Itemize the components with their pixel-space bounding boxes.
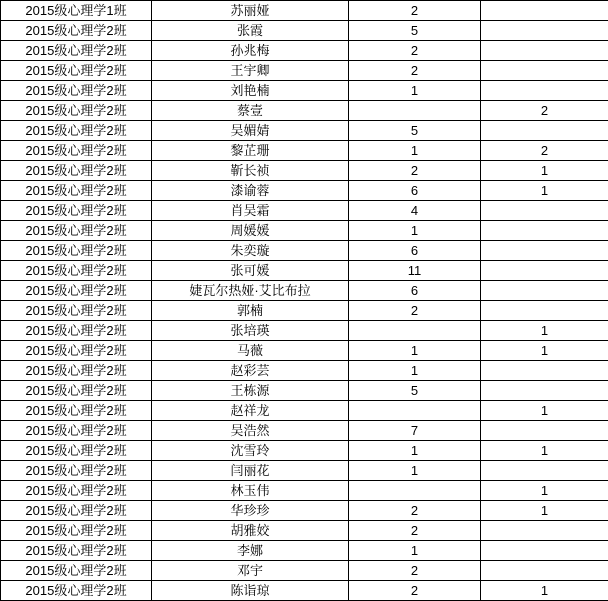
cell-name: 苏丽娅 (152, 1, 349, 21)
cell-class: 2015级心理学2班 (1, 241, 152, 261)
cell-count-b (481, 221, 608, 241)
table-row (1, 401, 608, 421)
cell-count-a: 5 (349, 21, 481, 41)
cell-count-b (481, 381, 608, 401)
table-row (1, 421, 608, 441)
cell-class: 2015级心理学2班 (1, 61, 152, 81)
cell-class: 2015级心理学2班 (1, 421, 152, 441)
cell-count-b (481, 1, 608, 21)
cell-count-a: 1 (349, 541, 481, 561)
cell-count-a: 5 (349, 381, 481, 401)
cell-count-a: 6 (349, 281, 481, 301)
cell-count-a: 2 (349, 501, 481, 521)
table-row (1, 361, 608, 381)
table-row (1, 241, 608, 261)
cell-count-a: 5 (349, 121, 481, 141)
table-row (1, 61, 608, 81)
cell-count-b (481, 361, 608, 381)
table-row (1, 561, 608, 581)
cell-class: 2015级心理学2班 (1, 281, 152, 301)
table-row (1, 261, 608, 281)
cell-name: 邓宇 (152, 561, 349, 581)
cell-name: 朱奕璇 (152, 241, 349, 261)
cell-name: 吴浩然 (152, 421, 349, 441)
cell-name: 胡雅姣 (152, 521, 349, 541)
cell-count-b (481, 61, 608, 81)
table-row (1, 541, 608, 561)
cell-class: 2015级心理学2班 (1, 121, 152, 141)
cell-name: 漆谕蓉 (152, 181, 349, 201)
cell-count-a: 11 (349, 261, 481, 281)
cell-class: 2015级心理学2班 (1, 581, 152, 601)
cell-class: 2015级心理学2班 (1, 441, 152, 461)
cell-count-a: 4 (349, 201, 481, 221)
cell-class: 2015级心理学2班 (1, 481, 152, 501)
table-row (1, 581, 608, 601)
cell-name: 婕瓦尔热娅·艾比布拉 (152, 281, 349, 301)
cell-count-a: 6 (349, 181, 481, 201)
cell-count-b (481, 461, 608, 481)
table-row (1, 501, 608, 521)
cell-count-b (481, 541, 608, 561)
cell-count-b: 2 (481, 101, 608, 121)
cell-count-b: 1 (481, 341, 608, 361)
cell-count-b (481, 521, 608, 541)
table-row (1, 441, 608, 461)
cell-class: 2015级心理学2班 (1, 261, 152, 281)
table-row (1, 81, 608, 101)
cell-count-b: 1 (481, 441, 608, 461)
table-body (1, 1, 608, 601)
cell-count-b (481, 21, 608, 41)
cell-count-a: 1 (349, 441, 481, 461)
cell-count-b: 1 (481, 481, 608, 501)
table-row (1, 181, 608, 201)
cell-class: 2015级心理学2班 (1, 501, 152, 521)
cell-count-a: 1 (349, 221, 481, 241)
cell-count-a: 2 (349, 41, 481, 61)
cell-count-b (481, 201, 608, 221)
cell-count-a: 1 (349, 461, 481, 481)
cell-count-b: 1 (481, 321, 608, 341)
cell-class: 2015级心理学2班 (1, 141, 152, 161)
table-row (1, 41, 608, 61)
cell-count-b: 1 (481, 581, 608, 601)
table-row (1, 281, 608, 301)
cell-count-b (481, 301, 608, 321)
cell-count-b: 1 (481, 501, 608, 521)
table-row (1, 321, 608, 341)
cell-class: 2015级心理学1班 (1, 1, 152, 21)
cell-name: 张霞 (152, 21, 349, 41)
cell-name: 赵彩芸 (152, 361, 349, 381)
table-row (1, 141, 608, 161)
cell-count-a: 2 (349, 561, 481, 581)
cell-name: 王栋源 (152, 381, 349, 401)
cell-count-a: 2 (349, 161, 481, 181)
cell-class: 2015级心理学2班 (1, 361, 152, 381)
cell-class: 2015级心理学2班 (1, 541, 152, 561)
cell-count-a (349, 481, 481, 501)
cell-count-b: 1 (481, 181, 608, 201)
cell-count-a: 2 (349, 1, 481, 21)
cell-count-b (481, 561, 608, 581)
table-row (1, 121, 608, 141)
cell-name: 张可媛 (152, 261, 349, 281)
cell-class: 2015级心理学2班 (1, 321, 152, 341)
cell-class: 2015级心理学2班 (1, 521, 152, 541)
cell-count-a (349, 401, 481, 421)
cell-class: 2015级心理学2班 (1, 301, 152, 321)
cell-count-b (481, 121, 608, 141)
cell-class: 2015级心理学2班 (1, 21, 152, 41)
cell-count-b: 2 (481, 141, 608, 161)
cell-name: 王宇卿 (152, 61, 349, 81)
cell-name: 周媛媛 (152, 221, 349, 241)
cell-count-b (481, 261, 608, 281)
table-row (1, 341, 608, 361)
cell-class: 2015级心理学2班 (1, 381, 152, 401)
cell-count-b (481, 81, 608, 101)
cell-name: 陈诣琼 (152, 581, 349, 601)
cell-name: 黎芷珊 (152, 141, 349, 161)
table-row (1, 201, 608, 221)
cell-class: 2015级心理学2班 (1, 101, 152, 121)
cell-count-b (481, 421, 608, 441)
cell-count-a: 2 (349, 581, 481, 601)
cell-name: 蔡壹 (152, 101, 349, 121)
cell-name: 靳长祯 (152, 161, 349, 181)
cell-class: 2015级心理学2班 (1, 341, 152, 361)
cell-name: 张培瑛 (152, 321, 349, 341)
cell-name: 华珍珍 (152, 501, 349, 521)
cell-class: 2015级心理学2班 (1, 161, 152, 181)
cell-name: 吴媚婧 (152, 121, 349, 141)
cell-count-a (349, 101, 481, 121)
cell-name: 李娜 (152, 541, 349, 561)
cell-name: 闫丽花 (152, 461, 349, 481)
cell-name: 肖吴霜 (152, 201, 349, 221)
cell-class: 2015级心理学2班 (1, 41, 152, 61)
table-row (1, 221, 608, 241)
cell-name: 刘艳楠 (152, 81, 349, 101)
cell-name: 沈雪玲 (152, 441, 349, 461)
cell-class: 2015级心理学2班 (1, 461, 152, 481)
cell-class: 2015级心理学2班 (1, 181, 152, 201)
table-row (1, 1, 608, 21)
cell-count-a: 1 (349, 341, 481, 361)
cell-count-b (481, 41, 608, 61)
cell-count-b (481, 241, 608, 261)
table-row (1, 521, 608, 541)
cell-count-a: 1 (349, 141, 481, 161)
cell-count-a: 1 (349, 81, 481, 101)
cell-count-b (481, 281, 608, 301)
table-row (1, 301, 608, 321)
cell-count-b: 1 (481, 161, 608, 181)
cell-name: 马薇 (152, 341, 349, 361)
cell-class: 2015级心理学2班 (1, 201, 152, 221)
cell-class: 2015级心理学2班 (1, 401, 152, 421)
cell-name: 郭楠 (152, 301, 349, 321)
cell-count-b: 1 (481, 401, 608, 421)
cell-class: 2015级心理学2班 (1, 221, 152, 241)
cell-count-a: 2 (349, 521, 481, 541)
cell-name: 孙兆梅 (152, 41, 349, 61)
cell-class: 2015级心理学2班 (1, 561, 152, 581)
cell-count-a (349, 321, 481, 341)
table-row (1, 161, 608, 181)
table-row (1, 21, 608, 41)
cell-count-a: 1 (349, 361, 481, 381)
cell-count-a: 6 (349, 241, 481, 261)
table-row (1, 381, 608, 401)
cell-count-a: 2 (349, 61, 481, 81)
cell-name: 林玉伟 (152, 481, 349, 501)
cell-count-a: 7 (349, 421, 481, 441)
table-row (1, 461, 608, 481)
cell-class: 2015级心理学2班 (1, 81, 152, 101)
cell-count-a: 2 (349, 301, 481, 321)
cell-name: 赵祥龙 (152, 401, 349, 421)
table-row (1, 481, 608, 501)
table-row (1, 101, 608, 121)
